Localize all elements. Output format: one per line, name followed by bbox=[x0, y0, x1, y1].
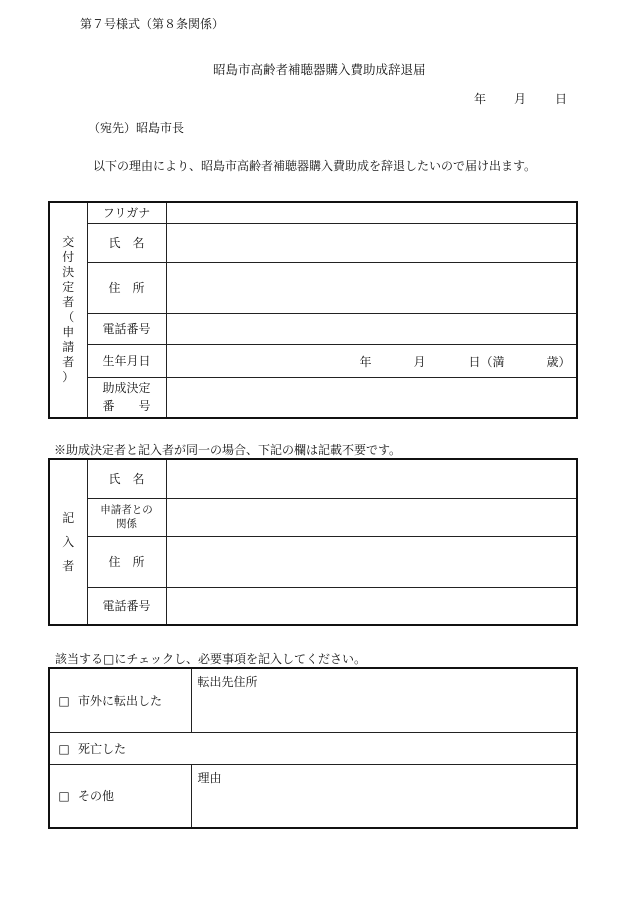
name-field[interactable] bbox=[166, 223, 577, 262]
date-year-label: 年 bbox=[474, 92, 487, 106]
filler-address-field[interactable] bbox=[166, 536, 577, 587]
name-label: 氏 名 bbox=[87, 223, 166, 262]
filler-phone-field[interactable] bbox=[166, 587, 577, 625]
relation-field[interactable] bbox=[166, 498, 577, 536]
birth-year-label: 年 bbox=[359, 354, 372, 369]
page-title: 昭島市高齢者補聴器購入費助成辞退届 bbox=[213, 62, 426, 77]
other-label: その他 bbox=[78, 789, 115, 804]
recipient-section-label: 交 付 決 定 者 （ 申 請 者 ） bbox=[49, 202, 87, 418]
deceased-label: 死亡した bbox=[78, 741, 127, 756]
phone-field[interactable] bbox=[166, 313, 577, 344]
recipient-table bbox=[48, 201, 578, 419]
furigana-field[interactable] bbox=[166, 202, 577, 223]
new-address-label: 転出先住所 bbox=[197, 675, 258, 689]
option-other[interactable] bbox=[49, 764, 191, 828]
date-day-label: 日 bbox=[555, 92, 568, 106]
deceased-checkbox[interactable]: □ bbox=[58, 741, 70, 756]
birthdate-field[interactable] bbox=[166, 344, 577, 377]
birth-age-label: 歳） bbox=[546, 354, 571, 369]
decision-number-label: 助成決定 番 号 bbox=[87, 377, 166, 418]
filler-phone-label: 電話番号 bbox=[87, 587, 166, 625]
option-moved[interactable] bbox=[49, 668, 191, 732]
form-number: 第７号様式（第８条関係） bbox=[80, 17, 225, 31]
note-text: ※助成決定者と記入者が同一の場合、下記の欄は記載不要です。 bbox=[54, 443, 402, 457]
intro-text: 以下の理由により、昭島市高齢者補聴器購入費助成を辞退したいので届け出ます。 bbox=[93, 159, 537, 173]
instruction-text: 該当する□にチェックし、必要事項を記入してください。 bbox=[55, 652, 366, 666]
birth-day-label: 日（満 bbox=[468, 354, 505, 369]
relation-label: 申請者との 関係 bbox=[87, 498, 166, 536]
reason-table bbox=[48, 667, 578, 829]
new-address-field[interactable] bbox=[191, 668, 577, 732]
moved-checkbox[interactable]: □ bbox=[58, 693, 70, 708]
filler-section-label: 記 入 者 bbox=[49, 459, 87, 625]
addressee: （宛先）昭島市長 bbox=[88, 121, 185, 135]
birthdate-label: 生年月日 bbox=[87, 344, 166, 377]
reason-label: 理由 bbox=[197, 770, 222, 785]
option-deceased[interactable] bbox=[49, 732, 577, 764]
furigana-label: フリガナ bbox=[87, 202, 166, 223]
filler-name-field[interactable] bbox=[166, 459, 577, 498]
other-checkbox[interactable]: □ bbox=[58, 789, 70, 804]
reason-field[interactable] bbox=[191, 764, 577, 828]
phone-label: 電話番号 bbox=[87, 313, 166, 344]
filler-name-label: 氏 名 bbox=[87, 459, 166, 498]
moved-label: 市外に転出した bbox=[78, 693, 163, 708]
filler-table bbox=[48, 458, 578, 626]
filler-address-label: 住 所 bbox=[87, 536, 166, 587]
birth-month-label: 月 bbox=[413, 354, 426, 369]
date-month-label: 月 bbox=[514, 92, 527, 106]
address-label: 住 所 bbox=[87, 262, 166, 313]
address-field[interactable] bbox=[166, 262, 577, 313]
decision-number-field[interactable] bbox=[166, 377, 577, 418]
